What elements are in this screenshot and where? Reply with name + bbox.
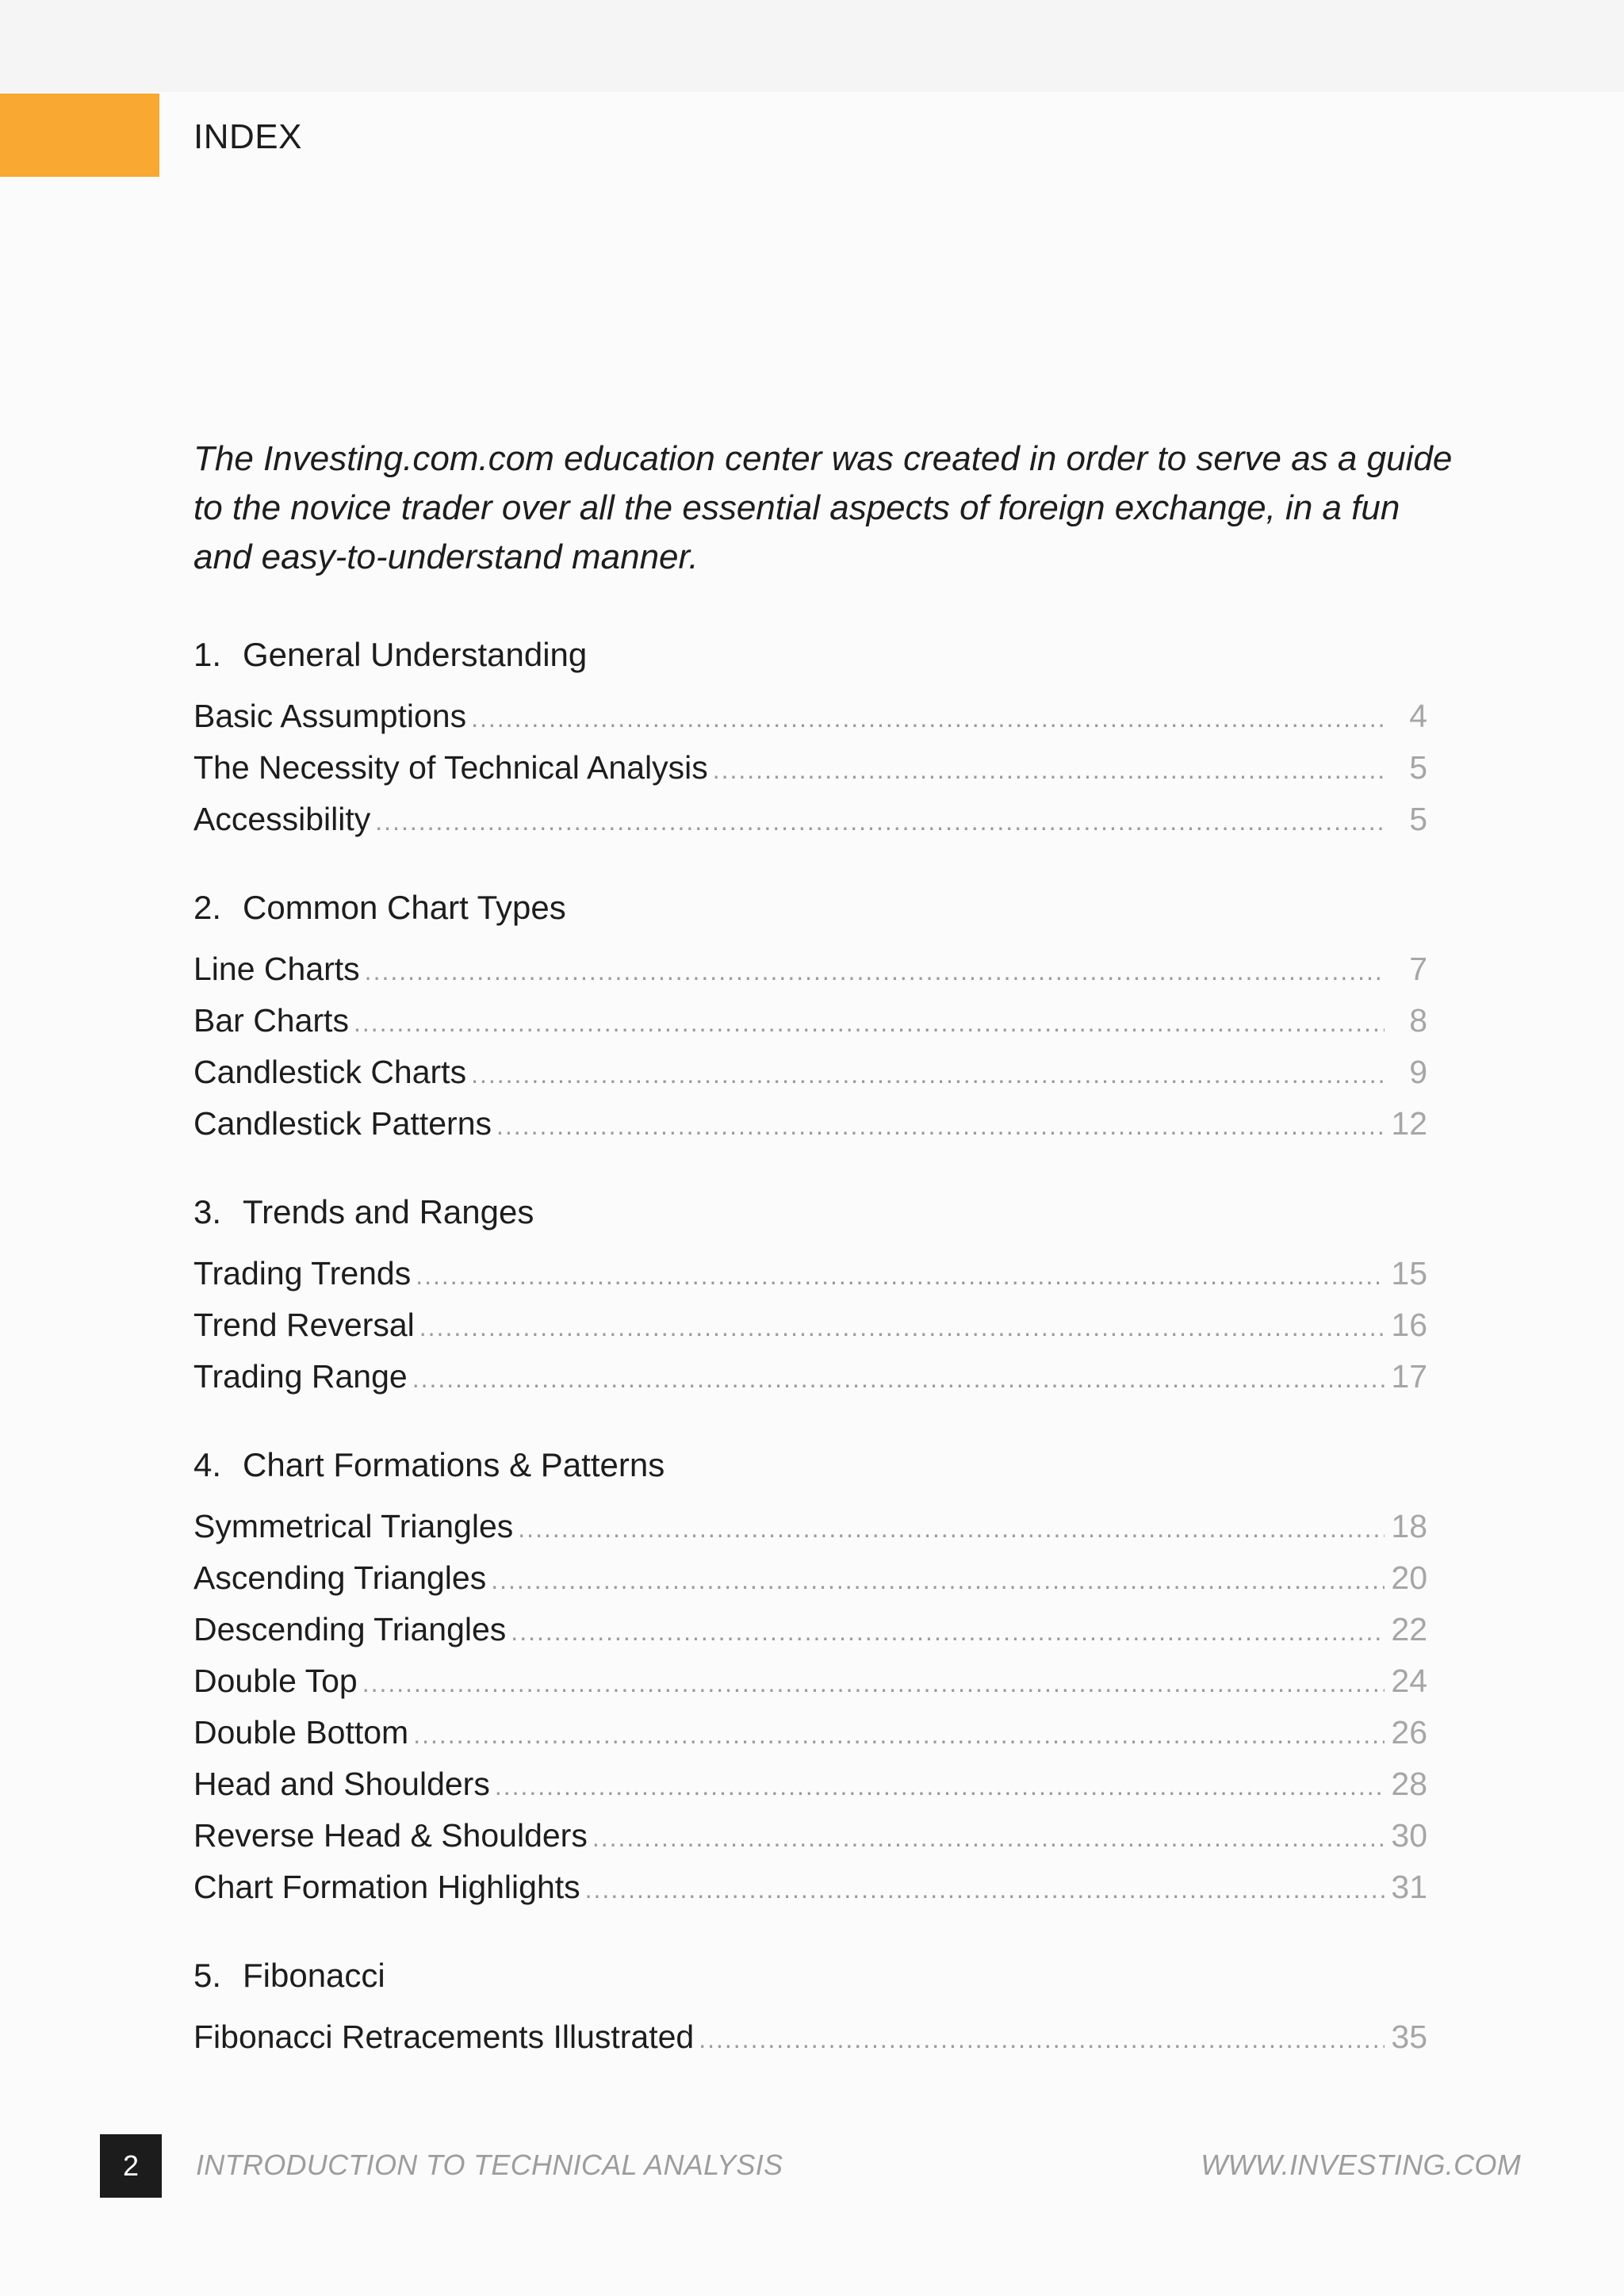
toc-section <box>193 1188 1427 1402</box>
toc-entry-label: Candlestick Patterns <box>193 1105 492 1142</box>
toc-entry-label: Descending Triangles <box>193 1611 507 1647</box>
toc-entry[interactable] <box>193 1552 1427 1604</box>
toc-entry-label: Fibonacci Retracements Illustrated <box>193 2019 695 2055</box>
toc-entry-label: Candlestick Charts <box>193 1054 467 1090</box>
dot-leader <box>375 796 1385 848</box>
section-title: Fibonacci <box>243 1957 385 1994</box>
toc-entry-page: 20 <box>1391 1559 1427 1596</box>
toc-entry-label: Trading Trends <box>193 1255 412 1292</box>
dot-leader <box>471 1049 1385 1100</box>
toc-entry-page: 24 <box>1391 1663 1427 1699</box>
toc-entry-page: 17 <box>1391 1358 1427 1395</box>
toc-entry-label: Accessibility <box>193 801 371 837</box>
toc-entry[interactable] <box>193 995 1427 1047</box>
toc-entry[interactable] <box>193 1248 1427 1299</box>
dot-leader <box>416 1250 1385 1302</box>
toc-entry[interactable] <box>193 1098 1427 1150</box>
toc-entry-label: Chart Formation Highlights <box>193 1869 580 1905</box>
section-heading <box>193 630 1427 679</box>
toc-entry-page: 31 <box>1391 1869 1427 1905</box>
section-number: 2. <box>193 889 222 926</box>
toc-section <box>193 883 1427 1150</box>
toc-entry-label: Ascending Triangles <box>193 1559 487 1596</box>
toc-entry[interactable] <box>193 1758 1427 1810</box>
section-number: 4. <box>193 1446 222 1483</box>
toc-entry-page: 12 <box>1391 1105 1427 1142</box>
intro-paragraph: The Investing.com.com education center was created in order to serve as a guide to the novice trader over all the essential aspects of foreign exchange, in a fun and easy-to-understand manner. <box>193 439 1453 576</box>
dot-leader <box>419 1302 1385 1353</box>
toc-entry-label: Head and Shoulders <box>193 1766 490 1802</box>
toc-entry-label: Line Charts <box>193 951 360 987</box>
dot-leader <box>518 1503 1385 1555</box>
toc-section <box>193 630 1427 845</box>
toc-entry-label: Double Bottom <box>193 1714 409 1751</box>
section-number: 3. <box>193 1193 222 1230</box>
toc-entry-page: 5 <box>1409 749 1427 786</box>
dot-leader <box>413 1709 1385 1761</box>
table-of-contents <box>193 630 1427 2101</box>
toc-entry-page: 22 <box>1391 1611 1427 1647</box>
footer-website: WWW.INVESTING.COM <box>1201 2149 1521 2181</box>
toc-section <box>193 1951 1427 2063</box>
dot-leader <box>491 1555 1385 1606</box>
toc-entry[interactable] <box>193 1707 1427 1758</box>
toc-section <box>193 1441 1427 1913</box>
dot-leader <box>699 2014 1385 2065</box>
toc-entry-label: Bar Charts <box>193 1002 349 1039</box>
toc-entry[interactable] <box>193 1862 1427 1913</box>
toc-entry-page: 16 <box>1391 1307 1427 1343</box>
toc-entry[interactable] <box>193 2011 1427 2063</box>
page-title: INDEX <box>193 117 302 156</box>
dot-leader <box>713 744 1385 796</box>
toc-entry-page: 15 <box>1391 1255 1427 1292</box>
toc-entry-page: 8 <box>1409 1002 1427 1039</box>
dot-leader <box>592 1812 1385 1864</box>
dot-leader <box>585 1864 1385 1915</box>
toc-entry[interactable] <box>193 1604 1427 1655</box>
toc-entry-label: Double Top <box>193 1663 358 1699</box>
header-accent-bar <box>0 94 159 177</box>
toc-entry-page: 7 <box>1409 951 1427 987</box>
toc-entry[interactable] <box>193 794 1427 845</box>
section-title: General Understanding <box>243 636 588 673</box>
toc-entry[interactable] <box>193 943 1427 995</box>
toc-entry-page: 26 <box>1391 1714 1427 1751</box>
dot-leader <box>365 946 1385 997</box>
section-heading <box>193 883 1427 932</box>
toc-entry[interactable] <box>193 742 1427 794</box>
toc-entry[interactable] <box>193 1655 1427 1707</box>
footer-title: INTRODUCTION TO TECHNICAL ANALYSIS <box>196 2149 783 2181</box>
toc-entry[interactable] <box>193 691 1427 742</box>
toc-entry-page: 28 <box>1391 1766 1427 1802</box>
toc-entry[interactable] <box>193 1351 1427 1402</box>
section-number: 1. <box>193 636 222 673</box>
toc-entry-label: Trend Reversal <box>193 1307 415 1343</box>
toc-entry-label: Trading Range <box>193 1358 408 1395</box>
toc-entry-label: Reverse Head & Shoulders <box>193 1817 588 1854</box>
toc-entry-page: 4 <box>1409 698 1427 734</box>
dot-leader <box>471 693 1385 744</box>
dot-leader <box>354 997 1385 1049</box>
toc-entry-page: 35 <box>1391 2019 1427 2055</box>
dot-leader <box>495 1761 1385 1812</box>
dot-leader <box>496 1100 1385 1152</box>
section-title: Common Chart Types <box>243 889 566 926</box>
toc-entry[interactable] <box>193 1501 1427 1552</box>
section-title: Trends and Ranges <box>243 1193 534 1230</box>
toc-entry-page: 18 <box>1391 1508 1427 1544</box>
toc-entry[interactable] <box>193 1299 1427 1351</box>
toc-entry-label: Basic Assumptions <box>193 698 467 734</box>
section-heading <box>193 1441 1427 1490</box>
section-heading <box>193 1951 1427 2000</box>
toc-entry-page: 5 <box>1409 801 1427 837</box>
dot-leader <box>412 1353 1385 1405</box>
toc-entry-label: The Necessity of Technical Analysis <box>193 749 708 786</box>
toc-entry[interactable] <box>193 1047 1427 1098</box>
toc-entry-page: 9 <box>1409 1054 1427 1090</box>
toc-entry-label: Symmetrical Triangles <box>193 1508 514 1544</box>
page-number: 2 <box>100 2134 162 2198</box>
dot-leader <box>511 1606 1385 1658</box>
section-heading <box>193 1188 1427 1237</box>
dot-leader <box>362 1658 1385 1709</box>
toc-entry[interactable] <box>193 1810 1427 1862</box>
section-title: Chart Formations & Patterns <box>243 1446 665 1483</box>
toc-entry-page: 30 <box>1391 1817 1427 1854</box>
section-number: 5. <box>193 1957 222 1994</box>
